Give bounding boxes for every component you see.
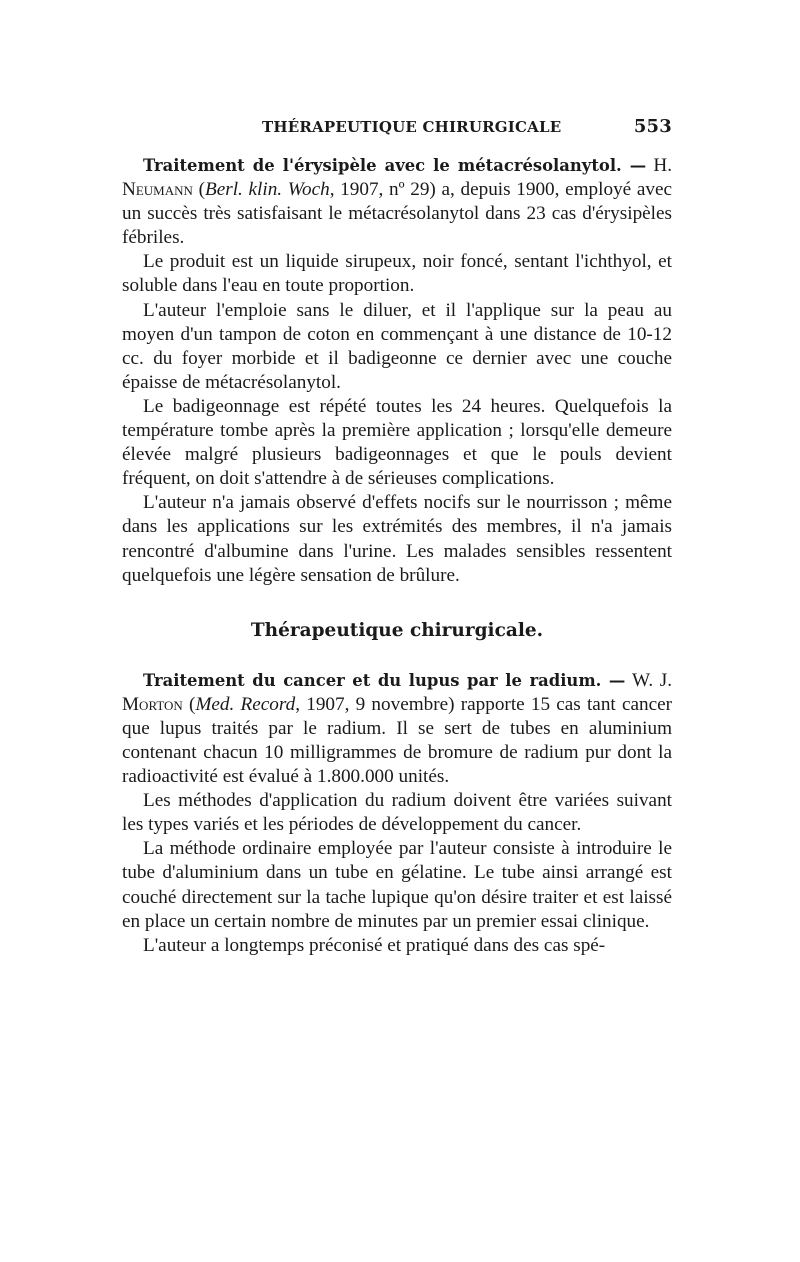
article2-journal: Med. Record bbox=[195, 693, 296, 715]
running-head bbox=[122, 112, 672, 146]
article1-source-open: ( bbox=[198, 179, 205, 201]
section-heading: Thérapeutique chirurgicale. bbox=[250, 619, 544, 641]
article2-source-open: ( bbox=[189, 693, 196, 715]
article2-paragraph: L'auteur a longtemps préconisé et pratiqué dans des cas spé- bbox=[143, 934, 606, 956]
book-page bbox=[122, 112, 672, 958]
page-number: 553 bbox=[633, 116, 672, 137]
article1-paragraph: Le produit est un liquide sirupeux, noir foncé, sentant l'ichthyol, et soluble dans l'eau en toute proportion. bbox=[122, 251, 672, 297]
article1-opening-paragraph bbox=[122, 154, 672, 250]
article2-source-rest: , 1907, 9 novembre) rapporte 15 cas tant cancer que lupus traités par le radium. Il se sert de tubes en aluminium contenant chacun 10 milligrammes de bromure de radium pur dont la radioactivité est évalué à 1.800.000 unités. bbox=[122, 693, 673, 788]
running-head-title: THÉRAPEUTIQUE CHIRURGICALE bbox=[262, 118, 562, 136]
article2-author: W. J. Morton bbox=[122, 669, 673, 715]
article2-paragraph: La méthode ordinaire employée par l'auteur consiste à introduire le tube d'aluminium dans un tube en gélatine. Le tube ainsi arrangé est couché directement sur la tache lupique qu'on désire traiter et est laissé en place un certain nombre de minutes par un premier essai clinique. bbox=[122, 838, 672, 932]
article1-title: Traitement de l'érysipèle avec le métacrésolanytol. — bbox=[143, 156, 647, 175]
article1-journal: Berl. klin. Woch bbox=[205, 179, 330, 201]
article2-opening-paragraph bbox=[122, 669, 672, 789]
article2-paragraph: Les méthodes d'application du radium doivent être variées suivant les types variés et les périodes de développement du cancer. bbox=[122, 790, 672, 836]
article1-source-rest: , 1907, nº 29) a, depuis 1900, employé avec un succès très satisfaisant le métacrésolanytol dans 23 cas d'érysipèles fébriles. bbox=[122, 179, 673, 249]
article1-paragraph: L'auteur n'a jamais observé d'effets nocifs sur le nourrisson ; même dans les applications sur les extrémités des membres, il n'a jamais rencontré d'albumine dans l'urine. Les malades sensibles ressentent quelquefois une légère sensation de brûlure. bbox=[122, 492, 672, 586]
article2-title: Traitement du cancer et du lupus par le radium. — bbox=[143, 670, 626, 690]
article1-paragraph: L'auteur l'emploie sans le diluer, et il l'applique sur la peau au moyen d'un tampon de coton en commençant à une distance de 10-12 cc. du foyer morbide et il badigeonne ce dernier avec une couche épaisse de métacrésolanytol. bbox=[122, 299, 672, 393]
article1-paragraph: Le badigeonnage est répété toutes les 24 heures. Quelquefois la température tombe après la première application ; lorsqu'elle demeure élevée malgré plusieurs badigeonnages et que le pouls devient fréquent, on doit s'attendre à de sérieuses complications. bbox=[122, 395, 672, 490]
article1-author: H. Neumann bbox=[122, 155, 672, 201]
